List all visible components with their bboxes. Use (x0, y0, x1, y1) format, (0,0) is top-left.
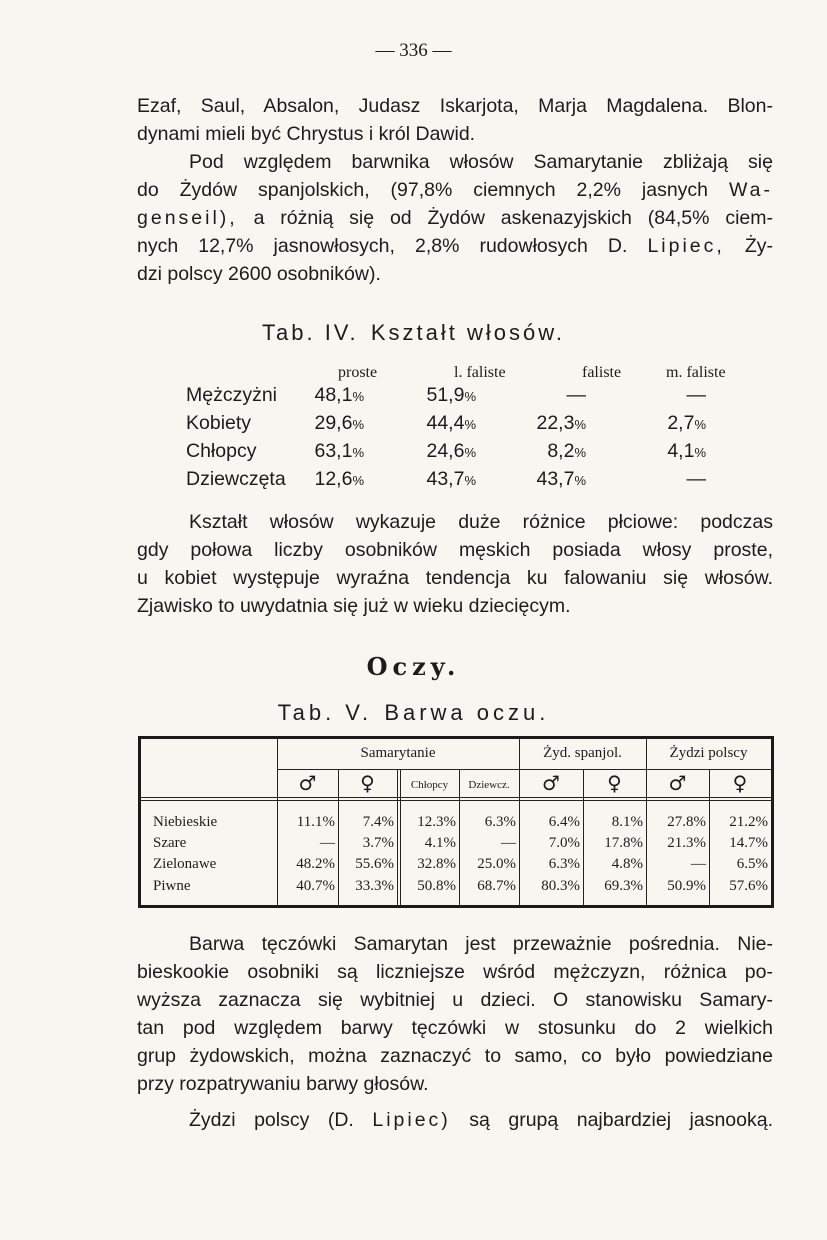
table-row (186, 384, 756, 412)
text-line: Barwa tęczówki Samarytan jest przeważnie pośrednia. Nie- (189, 933, 773, 955)
text-line: Kształt włosów wykazuje duże różnice płciowe: podczas (189, 511, 773, 533)
column-header: m. faliste (666, 364, 726, 381)
paragraph-2 (137, 148, 773, 288)
table-cell: 27.8% (667, 814, 706, 830)
text-fragment: są grupą najbardziej jasnooką. (469, 1109, 774, 1131)
table-cell: 6.5% (736, 856, 768, 872)
table-cell: 4,1% (667, 440, 706, 462)
table-cell: 12,6% (314, 468, 364, 490)
group-header: Żydzi polscy (669, 745, 748, 761)
text-line: gdy połowa liczby osobników męskich posiada włosy proste, (137, 539, 773, 561)
male-symbol-icon: ♂ (298, 771, 317, 795)
table-cell: 29,6% (314, 412, 364, 434)
table-cell: 2,7% (667, 412, 706, 434)
row-label: Niebieskie (153, 814, 218, 830)
text-line: bieskookie osobniki są liczniejsze wśród mężczyzn, różnica po- (137, 961, 773, 983)
table-cell: 7.0% (548, 835, 580, 851)
paragraph-5 (137, 1106, 773, 1134)
table-cell: 50.9% (667, 878, 706, 894)
table-cell: 43,7% (426, 468, 476, 490)
table-cell: 6.3% (548, 856, 580, 872)
table-cell: 8,2% (547, 440, 586, 462)
row-label: Mężczyżni (186, 384, 278, 406)
table-cell: — (501, 835, 516, 851)
table-cell: 14.7% (729, 835, 768, 851)
author-name: Lipiec, (647, 235, 725, 257)
author-name: genseil), (137, 207, 238, 229)
table-cell: — (691, 856, 706, 872)
text-fragment: do Żydów spanjolskich, (97,8% ciemnych 2,2% jasnych (137, 179, 709, 201)
table-cell: 8.1% (611, 814, 643, 830)
table-cell: 48.2% (296, 856, 335, 872)
table-cell: 17.8% (604, 835, 643, 851)
table-cell: 63,1% (314, 440, 364, 462)
table-cell: 33.3% (355, 878, 394, 894)
table-cell: 68.7% (477, 878, 516, 894)
table-4-title (0, 320, 827, 346)
table-cell: 4.8% (611, 856, 643, 872)
table-cell: 21.3% (667, 835, 706, 851)
table-cell: 6.4% (548, 814, 580, 830)
female-symbol-icon: ♀ (732, 771, 748, 795)
row-label: Kobiety (186, 412, 252, 434)
sub-header: Chłopcy (410, 779, 449, 791)
text-line (137, 204, 773, 232)
table-cell: — (566, 384, 586, 406)
table-cell: 57.6% (729, 878, 768, 894)
column-header: proste (338, 364, 378, 381)
text-fragment: nych 12,7% jasnowłosych, 2,8% rudowłosych D. (137, 235, 628, 257)
text-line (137, 1106, 773, 1134)
row-label: Zielonawe (153, 856, 217, 872)
table-cell: 51,9% (426, 384, 476, 406)
section-heading: Oczy. (366, 652, 461, 681)
table-row (186, 412, 756, 440)
table-row (186, 440, 756, 468)
table-cell: — (320, 835, 335, 851)
text-line (137, 176, 773, 204)
table-cell: 43,7% (536, 468, 586, 490)
table-cell: 21.2% (729, 814, 768, 830)
text-fragment: a różnią się od Żydów askenazyjskich (84,5% ciem- (253, 207, 773, 229)
male-symbol-icon: ♂ (542, 771, 560, 795)
table-cell: 40.7% (296, 878, 335, 894)
author-name: Lipiec) (372, 1109, 451, 1131)
paragraph-3 (137, 508, 773, 620)
table-caption: Barwa oczu. (384, 700, 550, 725)
text-line: u kobiet występuje wyraźna tendencja ku falowaniu się włosów. (137, 567, 773, 589)
row-label: Dziewczęta (186, 468, 286, 490)
table-cell: 11.1% (296, 814, 335, 830)
column-header: faliste (582, 364, 622, 381)
table-cell: 55.6% (355, 856, 394, 872)
sub-header: Dziewcz. (468, 779, 510, 791)
table-cell: 3.7% (362, 835, 394, 851)
table-cell: 7.4% (362, 814, 394, 830)
table-cell: 6.3% (484, 814, 516, 830)
paragraph-4 (137, 930, 773, 1098)
text-line: dzi polscy 2600 osobników). (137, 263, 381, 285)
group-header: Samarytanie (360, 745, 436, 761)
text-fragment: Ży- (744, 235, 774, 257)
table-cell: 25.0% (477, 856, 516, 872)
table-rule (141, 797, 771, 798)
table-cell: 12.3% (417, 814, 456, 830)
text-line: tan pod względem barwy tęczówki w stosunku do 2 wielkich (137, 1017, 773, 1039)
table-cell: 24,6% (426, 440, 476, 462)
text-line: Pod względem barwnika włosów Samarytanie zbliżają się (189, 151, 773, 173)
text-line (137, 232, 773, 260)
table-rule (277, 769, 771, 770)
table-label: Tab. IV. (262, 320, 359, 345)
table-cell: — (686, 468, 706, 490)
table-cell: 69.3% (604, 878, 643, 894)
text-line: Ezaf, Saul, Absalon, Judasz Iskarjota, Marja Magdalena. Blon- (137, 95, 773, 117)
text-line: wyższa zaznacza się wybitniej u dzieci. O stanowisku Samary- (137, 989, 773, 1011)
table-cell: 80.3% (541, 878, 580, 894)
table-cell: 48,1% (314, 384, 364, 406)
row-label: Chłopcy (186, 440, 257, 462)
table-cell: 4.1% (424, 835, 456, 851)
text-line: dynami mieli być Chrystus i król Dawid. (137, 123, 476, 145)
column-header: l. faliste (454, 364, 506, 381)
table-5-title (0, 700, 827, 726)
table-caption: Kształt włosów. (370, 320, 565, 345)
text-line: przy rozpatrywaniu barwy głosów. (137, 1073, 429, 1095)
group-header: Żyd. spanjol. (543, 745, 622, 761)
page-number: — 336 — (375, 40, 452, 61)
table-cell: 22,3% (536, 412, 586, 434)
author-name: Wa- (728, 179, 774, 201)
table-row (186, 468, 756, 496)
table-rule (397, 769, 398, 905)
table-cell: 32.8% (417, 856, 456, 872)
table-rule (141, 800, 771, 801)
table-5 (138, 736, 774, 908)
paragraph-1 (137, 92, 773, 148)
text-fragment: Żydzi polscy (D. (189, 1109, 354, 1131)
text-line: grup żydowskich, można zaznaczyć to samo, co było powiedziane (137, 1045, 773, 1067)
table-cell: — (686, 384, 706, 406)
table-label: Tab. V. (277, 700, 373, 725)
row-label: Szare (153, 835, 187, 851)
table-cell: 44,4% (426, 412, 476, 434)
table-cell: 50.8% (417, 878, 456, 894)
row-label: Piwne (153, 878, 191, 894)
female-symbol-icon: ♀ (607, 771, 622, 795)
female-symbol-icon: ♀ (360, 771, 375, 795)
male-symbol-icon: ♂ (668, 771, 687, 795)
text-line: Zjawisko to uwydatnia się już w wieku dziecięcym. (137, 595, 571, 617)
